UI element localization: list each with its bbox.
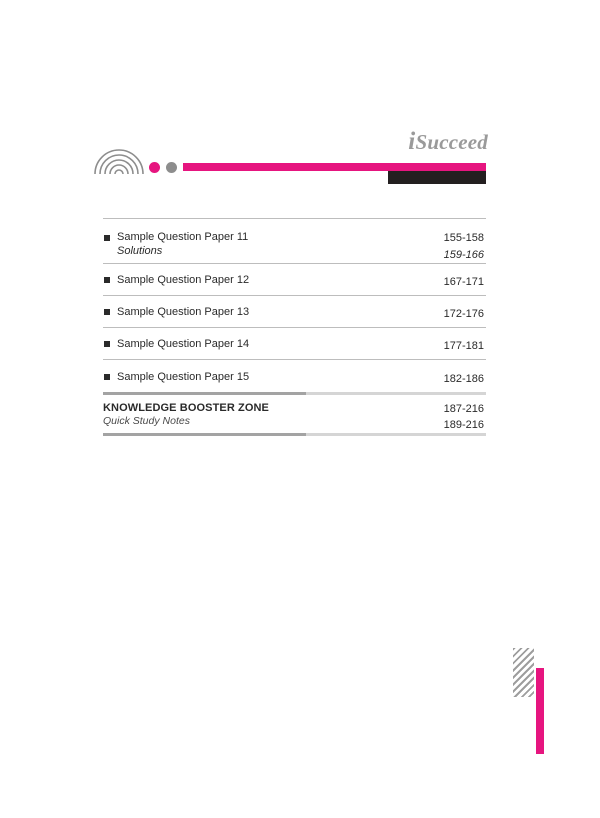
side-accent-bar bbox=[536, 668, 544, 754]
toc-entry-title: Sample Question Paper 14 bbox=[117, 338, 250, 350]
toc-entry-title: Sample Question Paper 11 bbox=[117, 231, 249, 243]
bullet-icon bbox=[104, 235, 110, 241]
toc-entry-pages: 182-186 bbox=[443, 373, 484, 385]
bullet-icon bbox=[104, 309, 110, 315]
hatch-pattern bbox=[513, 648, 534, 697]
toc-entry-pages: 167-171 bbox=[443, 276, 484, 288]
toc-entry-title: Sample Question Paper 12 bbox=[117, 274, 250, 286]
zone-subpages: 189-216 bbox=[443, 419, 484, 431]
toc-entry-pages: 155-158 bbox=[443, 232, 484, 244]
bullet-icon bbox=[104, 277, 110, 283]
pink-dot bbox=[149, 162, 160, 173]
bullet-icon bbox=[104, 374, 110, 380]
toc-entry-paper-13[interactable] bbox=[103, 296, 486, 327]
brand-name: Succeed bbox=[415, 130, 488, 154]
toc-entry-pages: 172-176 bbox=[443, 308, 484, 320]
header-accent-bar bbox=[183, 163, 486, 171]
toc-entry-pages: 177-181 bbox=[443, 340, 484, 352]
zone-pages: 187-216 bbox=[443, 403, 484, 415]
section-divider bbox=[103, 433, 486, 436]
toc-entry-paper-14[interactable] bbox=[103, 328, 486, 359]
header-dark-bar bbox=[388, 171, 486, 184]
zone-title: KNOWLEDGE BOOSTER ZONE bbox=[103, 402, 269, 414]
gray-dot bbox=[166, 162, 177, 173]
concentric-arcs-icon bbox=[92, 147, 146, 175]
brand-prefix: i bbox=[408, 128, 416, 155]
knowledge-booster-zone[interactable] bbox=[103, 395, 486, 433]
toc-entry-title: Sample Question Paper 13 bbox=[117, 306, 250, 318]
toc-entry-paper-12[interactable] bbox=[103, 264, 486, 295]
toc-entry-title: Sample Question Paper 15 bbox=[117, 371, 250, 383]
zone-subtitle: Quick Study Notes bbox=[103, 415, 190, 427]
toc-entry-subpages: 159-166 bbox=[443, 249, 484, 261]
toc-entry-paper-11[interactable] bbox=[103, 219, 486, 263]
toc-entry-subtitle: Solutions bbox=[117, 245, 163, 257]
brand-logo bbox=[408, 128, 488, 156]
bullet-icon bbox=[104, 341, 110, 347]
toc-entry-paper-15[interactable] bbox=[103, 360, 486, 392]
table-of-contents bbox=[103, 218, 486, 436]
